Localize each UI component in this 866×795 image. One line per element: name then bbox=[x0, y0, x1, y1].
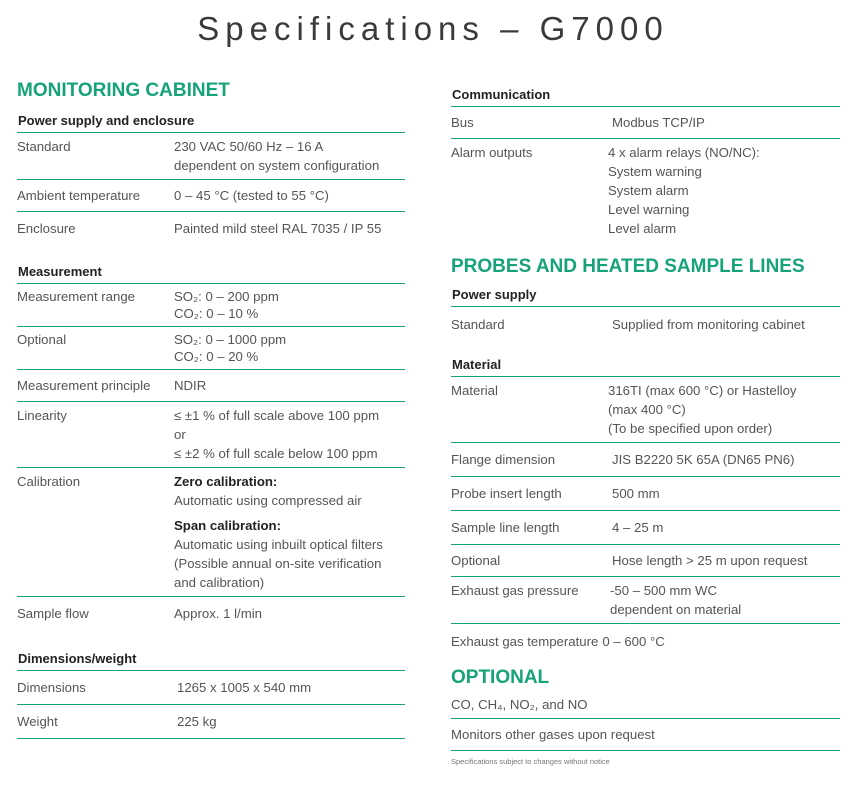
spec-value-line: Level alarm bbox=[608, 221, 677, 236]
spec-value-line: 230 VAC 50/60 Hz – 16 A bbox=[174, 139, 324, 154]
subheading-communication: Communication bbox=[451, 84, 840, 107]
subheading-dimensions: Dimensions/weight bbox=[17, 648, 405, 671]
spec-value: 0 – 600 °C bbox=[602, 634, 665, 649]
left-column bbox=[17, 80, 405, 739]
spec-value-line: System warning bbox=[608, 164, 702, 179]
optional-gases: CO, CH₄, NO₂, and NO bbox=[451, 691, 840, 719]
spec-value: 4 – 25 m bbox=[612, 520, 664, 535]
spec-value bbox=[174, 288, 405, 322]
spec-value: NDIR bbox=[174, 378, 207, 393]
spec-value: 500 mm bbox=[612, 486, 660, 501]
section-probes: PROBES AND HEATED SAMPLE LINES bbox=[451, 256, 805, 277]
spec-row-sample-line bbox=[451, 511, 840, 545]
spec-key: Exhaust gas pressure bbox=[451, 583, 579, 598]
spec-value-line: System alarm bbox=[608, 183, 689, 198]
zero-calibration-title: Zero calibration: bbox=[174, 474, 278, 489]
spec-value bbox=[174, 472, 405, 592]
zero-calibration-block bbox=[174, 472, 405, 510]
spec-key: Alarm outputs bbox=[451, 145, 533, 160]
spec-row-linearity bbox=[17, 402, 405, 468]
spec-row-bus bbox=[451, 107, 840, 139]
spec-key: Exhaust gas temperature bbox=[451, 634, 599, 649]
subheading-power-supply: Power supply and enclosure bbox=[17, 110, 405, 133]
spec-value bbox=[174, 137, 405, 175]
section-optional: OPTIONAL bbox=[451, 667, 550, 688]
spec-value: Modbus TCP/IP bbox=[612, 115, 705, 130]
spec-row-measurement-range bbox=[17, 284, 405, 327]
spec-key: Ambient temperature bbox=[17, 188, 141, 203]
spec-value bbox=[174, 406, 405, 463]
right-column bbox=[451, 84, 840, 766]
spec-row-flange bbox=[451, 443, 840, 477]
spacer bbox=[17, 245, 405, 261]
spec-row-exhaust-temperature bbox=[451, 624, 840, 659]
spec-row-optional-hose bbox=[451, 545, 840, 577]
spec-key: Sample line length bbox=[451, 520, 560, 535]
spec-value bbox=[610, 581, 840, 619]
spec-value-line: ≤ ±2 % of full scale below 100 ppm bbox=[174, 446, 378, 461]
spec-key: Linearity bbox=[17, 408, 67, 423]
spec-value-line: SO₂: 0 – 200 ppm bbox=[174, 289, 279, 304]
spec-row-probe-insert bbox=[451, 477, 840, 511]
spec-value: Hose length > 25 m upon request bbox=[612, 553, 808, 568]
spec-value-line: and calibration) bbox=[174, 575, 265, 590]
spec-value-line: Automatic using compressed air bbox=[174, 493, 362, 508]
spec-value: Approx. 1 l/min bbox=[174, 606, 262, 621]
spec-row-weight bbox=[17, 705, 405, 739]
spec-value-line: (To be specified upon order) bbox=[608, 421, 773, 436]
spec-key: Dimensions bbox=[17, 680, 86, 695]
spec-key: Standard bbox=[17, 139, 71, 154]
spec-value-line: Level warning bbox=[608, 202, 690, 217]
spec-value-line: (max 400 °C) bbox=[608, 402, 686, 417]
spec-row-enclosure bbox=[17, 212, 405, 245]
spec-key: Calibration bbox=[17, 474, 81, 489]
spec-row-ambient bbox=[17, 180, 405, 212]
spec-value: 225 kg bbox=[177, 714, 217, 729]
spec-value-line: or bbox=[174, 427, 186, 442]
spec-value-line: CO₂: 0 – 10 % bbox=[174, 306, 259, 321]
spec-value bbox=[174, 331, 405, 365]
spec-value-line: 4 x alarm relays (NO/NC): bbox=[608, 145, 760, 160]
span-calibration-block bbox=[174, 516, 405, 592]
spec-value-line: SO₂: 0 – 1000 ppm bbox=[174, 332, 287, 347]
spec-row-exhaust-pressure bbox=[451, 577, 840, 624]
spec-key: Enclosure bbox=[17, 221, 76, 236]
spec-row-calibration bbox=[17, 468, 405, 597]
spacer bbox=[17, 630, 405, 648]
spec-value: 0 – 45 °C (tested to 55 °C) bbox=[174, 188, 329, 203]
spec-value-line: dependent on material bbox=[610, 602, 742, 617]
spec-key: Optional bbox=[451, 553, 501, 568]
spec-value: Supplied from monitoring cabinet bbox=[612, 317, 805, 332]
subheading-probe-power: Power supply bbox=[451, 284, 840, 307]
spec-value bbox=[608, 143, 840, 238]
spec-value-line: (Possible annual on-site verification bbox=[174, 556, 382, 571]
spec-value-line: ≤ ±1 % of full scale above 100 ppm bbox=[174, 408, 380, 423]
optional-other-gases: Monitors other gases upon request bbox=[451, 719, 840, 751]
spec-row-material bbox=[451, 377, 840, 443]
spec-key: Measurement principle bbox=[17, 378, 151, 393]
spec-row-optional bbox=[17, 327, 405, 370]
disclaimer-note: Specifications subject to changes without notice bbox=[451, 757, 610, 766]
spec-row-sample-flow bbox=[17, 597, 405, 630]
spec-key: Sample flow bbox=[17, 606, 89, 621]
section-monitoring-cabinet: MONITORING CABINET bbox=[17, 80, 230, 101]
subheading-material: Material bbox=[451, 354, 840, 377]
spec-key: Material bbox=[451, 383, 498, 398]
spec-value: JIS B2220 5K 65A (DN65 PN6) bbox=[612, 452, 795, 467]
spec-key: Standard bbox=[451, 317, 505, 332]
spec-value-line: 316TI (max 600 °C) or Hastelloy bbox=[608, 383, 797, 398]
spec-key: Bus bbox=[451, 115, 474, 130]
spec-key: Optional bbox=[17, 332, 67, 347]
spec-row-dimensions bbox=[17, 671, 405, 705]
spec-key: Probe insert length bbox=[451, 486, 562, 501]
subheading-measurement: Measurement bbox=[17, 261, 405, 284]
spec-value-line: -50 – 500 mm WC bbox=[610, 583, 717, 598]
spec-value-line: dependent on system configuration bbox=[174, 158, 380, 173]
spec-value: Painted mild steel RAL 7035 / IP 55 bbox=[174, 221, 382, 236]
spacer bbox=[451, 342, 840, 354]
spec-key: Measurement range bbox=[17, 289, 136, 304]
spec-key: Weight bbox=[17, 714, 58, 729]
span-calibration-title: Span calibration: bbox=[174, 518, 281, 533]
spec-row-standard bbox=[17, 133, 405, 180]
page-title: Specifications – G7000 bbox=[197, 10, 669, 47]
spec-value-line: CO₂: 0 – 20 % bbox=[174, 349, 259, 364]
spec-value: 1265 x 1005 x 540 mm bbox=[177, 680, 312, 695]
spec-key: Flange dimension bbox=[451, 452, 556, 467]
spec-row-alarm-outputs bbox=[451, 139, 840, 242]
spec-row-principle bbox=[17, 370, 405, 402]
spec-value-line: Automatic using inbuilt optical filters bbox=[174, 537, 383, 552]
spec-row-probe-standard bbox=[451, 307, 840, 342]
spec-value bbox=[608, 381, 840, 438]
